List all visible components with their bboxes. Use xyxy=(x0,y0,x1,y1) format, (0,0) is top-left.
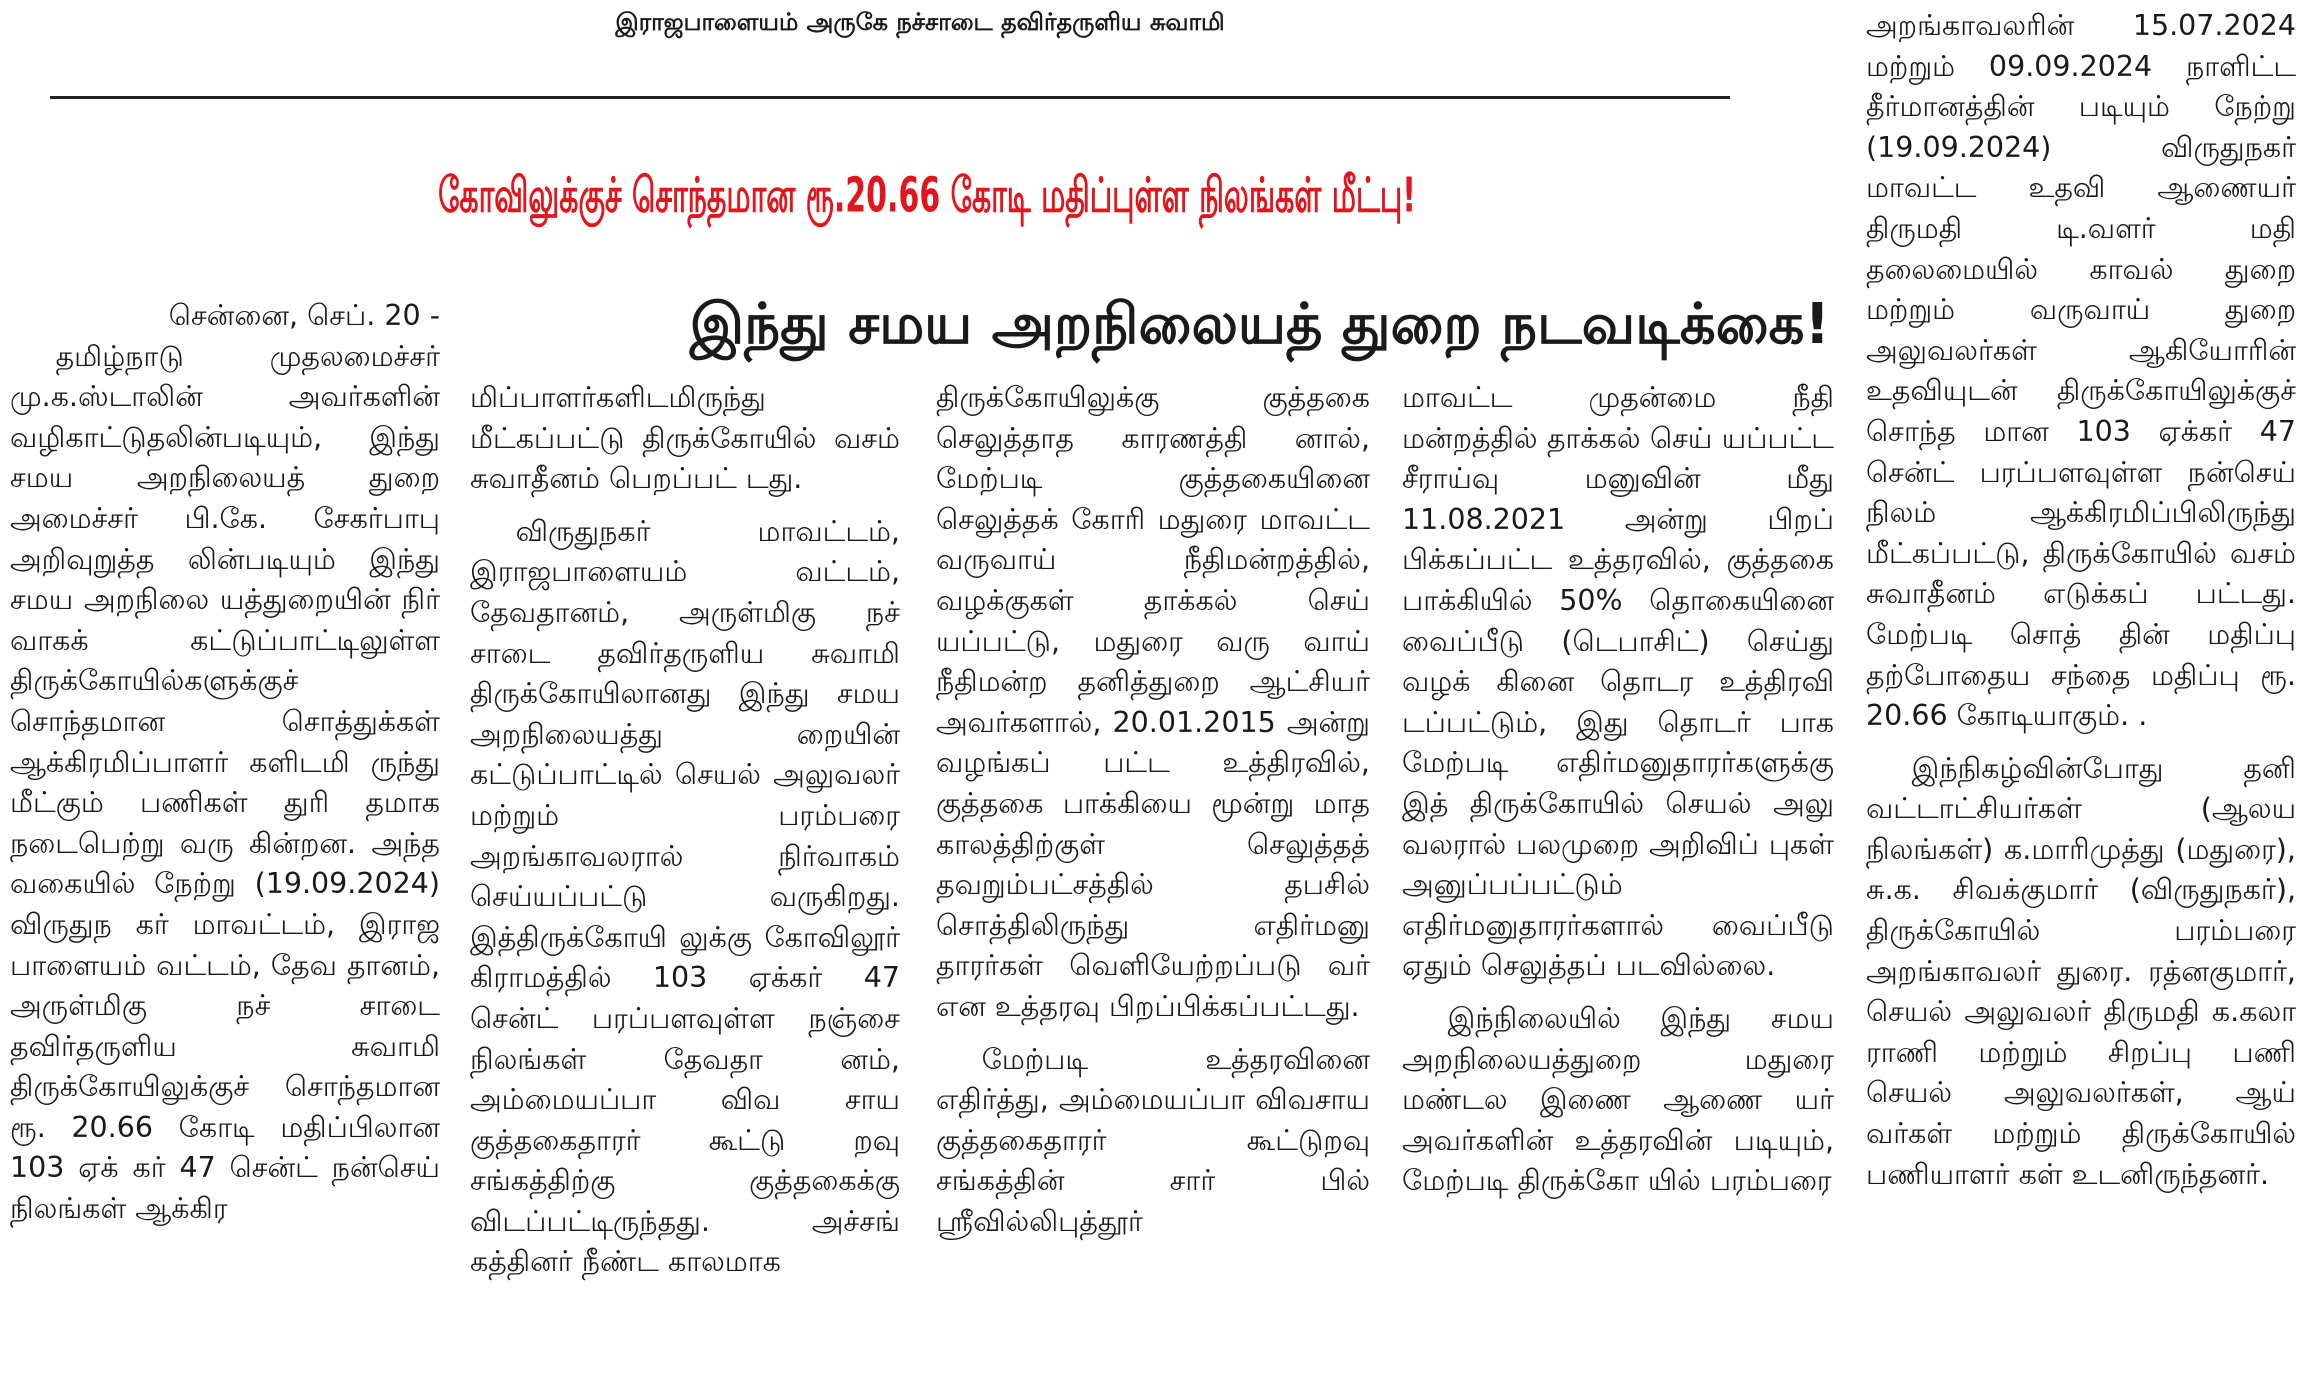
article-paragraph: மாவட்ட முதன்மை நீதி மன்றத்தில் தாக்கல் செய் யப்பட்ட சீராய்வு மனுவின் மீது 11.08.2021 அன்று பிறப் பிக்கப்பட்ட உத்தரவில், குத்தகை பாக்கியில் 50% தொகையினை வைப்பீடு (டெபாசிட்) செய்து வழக் கினை தொடர உத்திரவி டப்பட்டும், இது தொடர் பாக மேற்படி எதிர்மனுதாரர்களுக்கு இத் திருக்கோயில் செயல் அலு வலரால் பலமுறை அறிவிப் புகள் அனுப்பப்பட்டும் எதிர்மனுதாரர்களால் வைப்பீடு ஏதும் செலுத்தப் படவில்லை. xyxy=(1402,381,1834,983)
main-headline: கோவிலுக்குச் சொந்தமான ரூ.20.66 கோடி மதிப்புள்ள நிலங்கள் மீட்பு! xyxy=(438,168,1416,225)
article-paragraph: இந்நிகழ்வின்போது தனி வட்டாட்சியர்கள் (ஆலய நிலங்கள்) க.மாரிமுத்து (மதுரை), சு.க. சிவக்குமார் (விருதுநகர்), திருக்கோயில் பரம்பரை அறங்காவலர் துரை. ரத்னகுமார், செயல் அலுவலர் திருமதி க.கலா ராணி மற்றும் சிறப்பு பணி செயல் அலுவலர்கள், ஆய் வர்கள் மற்றும் திருக்கோயில் பணியாளர் கள் உடனிருந்தனர். xyxy=(1866,751,2296,1191)
article-column-1 xyxy=(10,296,440,1371)
article-paragraph: திருக்கோயிலுக்கு குத்தகை செலுத்தாத காரணத்தி னால், மேற்படி குத்தகையினை செலுத்தக் கோரி மதுரை மாவட்ட வருவாய் நீதிமன்றத்தில், வழக்குகள் தாக்கல் செய் யப்பட்டு, மதுரை வரு வாய் நீதிமன்ற தனித்துறை ஆட்சியர் அவர்களால், 20.01.2015 அன்று வழங்கப் பட்ட உத்திரவில், குத்தகை பாக்கியை மூன்று மாத காலத்திற்குள் செலுத்தத் தவறும்பட்சத்தில் தபசில் சொத்திலிருந்து எதிர்மனு தாரர்கள் வெளியேற்றப்படு வர் என உத்தரவு பிறப்பிக்கப்பட்டது. xyxy=(936,381,1370,1023)
subheadline: இந்து சமய அறநிலையத் துறை நடவடிக்கை! xyxy=(689,292,1830,357)
article-paragraph: மிப்பாளர்களிடமிருந்து மீட்கப்பட்டு திருக்கோயில் வசம் சுவாதீனம் பெறப்பட் டது. xyxy=(470,381,900,496)
article-column-4 xyxy=(1402,378,1834,1373)
article-paragraph: தமிழ்நாடு முதலமைச்சர் மு.க.ஸ்டாலின் அவர்களின் வழிகாட்டுதலின்படியும், இந்து சமய அறநிலையத் துறை அமைச்சர் பி.கே. சேகர்பாபு அறிவுறுத்த லின்படியும் இந்து சமய அறநிலை யத்துறையின் நிர் வாகக் கட்டுப்பாட்டிலுள்ள திருக்கோயில்களுக்குச் சொந்தமான சொத்துக்கள் ஆக்கிரமிப்பாளர் களிடமி ருந்து மீட்கும் பணிகள் துரி தமாக நடைபெற்று வரு கின்றன. அந்த வகையில் நேற்று (19.09.2024) விருதுந கர் மாவட்டம், இராஜ பாளையம் வட்டம், தேவ தானம், அருள்மிகு நச் சாடை தவிர்தருளிய சுவாமி திருக்கோயிலுக்குச் சொந்தமான ரூ. 20.66 கோடி மதிப்பிலான 103 ஏக் கர் 47 சென்ட் நன்செய் நிலங்கள் ஆக்கிர xyxy=(10,339,440,1226)
article-paragraph: விருதுநகர் மாவட்டம், இராஜபாளையம் வட்டம், தேவதானம், அருள்மிகு நச் சாடை தவிர்தருளிய சுவாமி திருக்கோயிலானது இந்து சமய அறநிலையத்து றையின் கட்டுப்பாட்டில் செயல் அலுவலர் மற்றும் பரம்பரை அறங்காவலரால் நிர்வாகம் செய்யப்பட்டு வருகிறது. இத்திருக்கோயி லுக்கு கோவிலூர் கிராமத்தில் 103 ஏக்கர் 47 சென்ட் பரப்பளவுள்ள நஞ்சை நிலங்கள் தேவதா னம், அம்மையப்பா விவ சாய குத்தகைதாரர் கூட்டு றவு சங்கத்திற்கு குத்தகைக்கு விடப்பட்டிருந்தது. அச்சங் கத்தினர் நீண்ட காலமாக xyxy=(470,514,900,1279)
article-paragraph: இந்நிலையில் இந்து சமய அறநிலையத்துறை மதுரை மண்டல இணை ஆணை யர் அவர்களின் உத்தரவின் படியும், மேற்படி திருக்கோ யில் பரம்பரை xyxy=(1402,1001,1834,1198)
article-paragraph: அறங்காவலரின் 15.07.2024 மற்றும் 09.09.2024 நாளிட்ட தீர்மானத்தின் படியும் நேற்று (19.09.2024) விருதுநகர் மாவட்ட உதவி ஆணையர் திருமதி டி.வளர் மதி தலைமையில் காவல் துறை மற்றும் வருவாய் துறை அலுவலர்கள் ஆகியோரின் உதவியுடன் திருக்கோயிலுக்குச் சொந்த மான 103 ஏக்கர் 47 சென்ட் பரப்பளவுள்ள நன்செய் நிலம் ஆக்கிரமிப்பிலிருந்து மீட்கப்பட்டு, திருக்கோயில் வசம் சுவாதீனம் எடுக்கப் பட்டது. மேற்படி சொத் தின் மதிப்பு தற்போதைய சந்தை மதிப்பு ரூ. 20.66 கோடியாகும். . xyxy=(1866,9,2296,733)
article-column-2 xyxy=(470,378,900,1373)
dateline: சென்னை, செப். 20 - xyxy=(168,299,440,332)
article-paragraph: மேற்படி உத்தரவினை எதிர்த்து, அம்மையப்பா விவசாய குத்தகைதாரர் கூட்டுறவு சங்கத்தின் சார் பில் ஸ்ரீவில்லிபுத்தூர் xyxy=(936,1042,1370,1238)
article-column-5 xyxy=(1866,6,2296,1371)
article-column-3 xyxy=(936,378,1370,1373)
kicker-headline: இராஜபாளையம் அருகே நச்சாடை தவிர்தருளிய சுவாமி xyxy=(615,8,1225,36)
